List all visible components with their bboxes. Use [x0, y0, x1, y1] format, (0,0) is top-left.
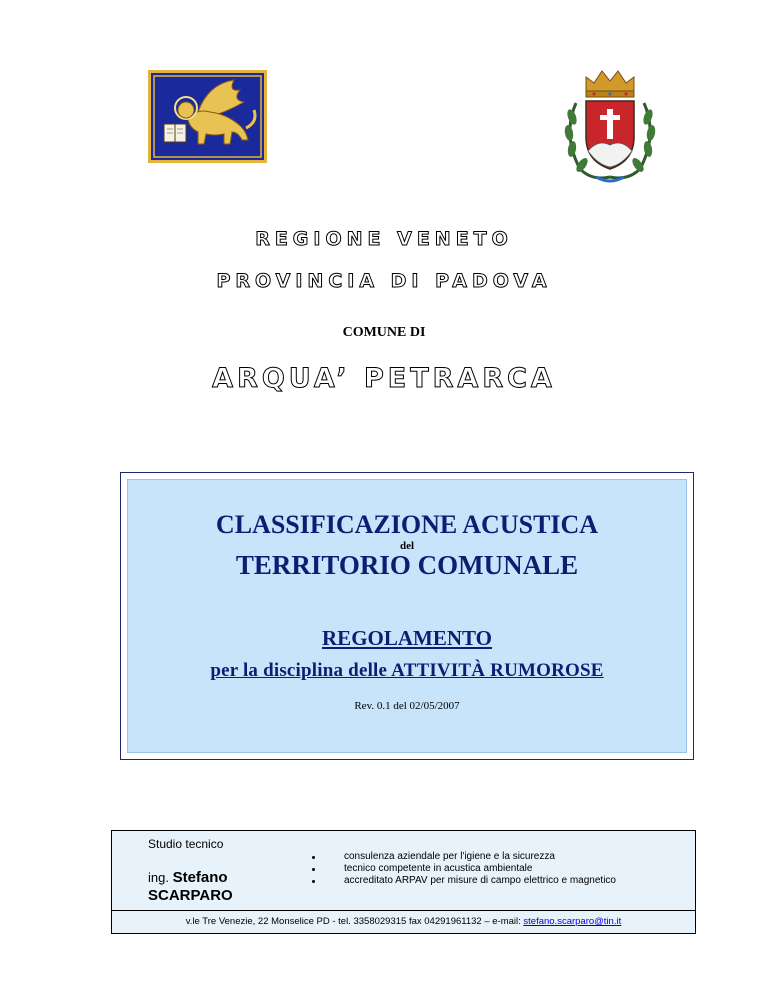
service-text: tecnico competente in acustica ambientale	[344, 863, 533, 874]
list-item	[309, 863, 616, 875]
service-text: consulenza aziendale per l'igiene e la sicurezza	[344, 851, 555, 862]
engineer-prefix: ing.	[148, 870, 169, 885]
services-list	[309, 851, 616, 887]
document-title-panel	[127, 479, 687, 753]
contact-line	[112, 910, 695, 927]
bullet-icon	[312, 868, 315, 871]
service-text: accreditato ARPAV per misure di campo elettrico e magnetico	[344, 875, 616, 886]
contact-address: v.le Tre Venezie, 22 Monselice PD - tel. 3358029315 fax 04291961132 – e-mail:	[185, 916, 524, 927]
engineer-surname: SCARPARO	[148, 887, 233, 904]
title-line-2: TERRITORIO COMUNALE	[235, 550, 579, 580]
title-line-1: CLASSIFICAZIONE ACUSTICA	[215, 510, 599, 539]
engineer-first-name: Stefano	[172, 869, 228, 886]
comune-di-label: COMUNE DI	[342, 325, 426, 340]
email-link[interactable]: stefano.scarparo@tin.it	[523, 916, 622, 927]
engineer-name	[148, 869, 228, 886]
list-item	[309, 875, 616, 887]
comune-coat-of-arms-icon	[556, 65, 664, 189]
regione-veneto-logo-icon	[148, 70, 267, 163]
bullet-icon	[312, 856, 315, 859]
province-heading: PROVINCIA DI PADOVA	[216, 270, 552, 292]
title-connector: del	[399, 540, 415, 552]
town-heading: ARQUA’ PETRARCA	[212, 363, 556, 394]
revision-label: Rev. 0.1 del 02/05/2007	[354, 700, 460, 712]
regolamento-heading: REGOLAMENTO	[322, 626, 492, 650]
region-heading: REGIONE VENETO	[255, 228, 513, 250]
studio-footer-box	[111, 830, 696, 934]
bullet-icon	[312, 880, 315, 883]
studio-label: Studio tecnico	[148, 837, 224, 851]
list-item	[309, 851, 616, 863]
document-title-box	[120, 472, 694, 760]
regolamento-subtitle: per la disciplina delle ATTIVITÀ RUMOROSE	[210, 660, 604, 681]
